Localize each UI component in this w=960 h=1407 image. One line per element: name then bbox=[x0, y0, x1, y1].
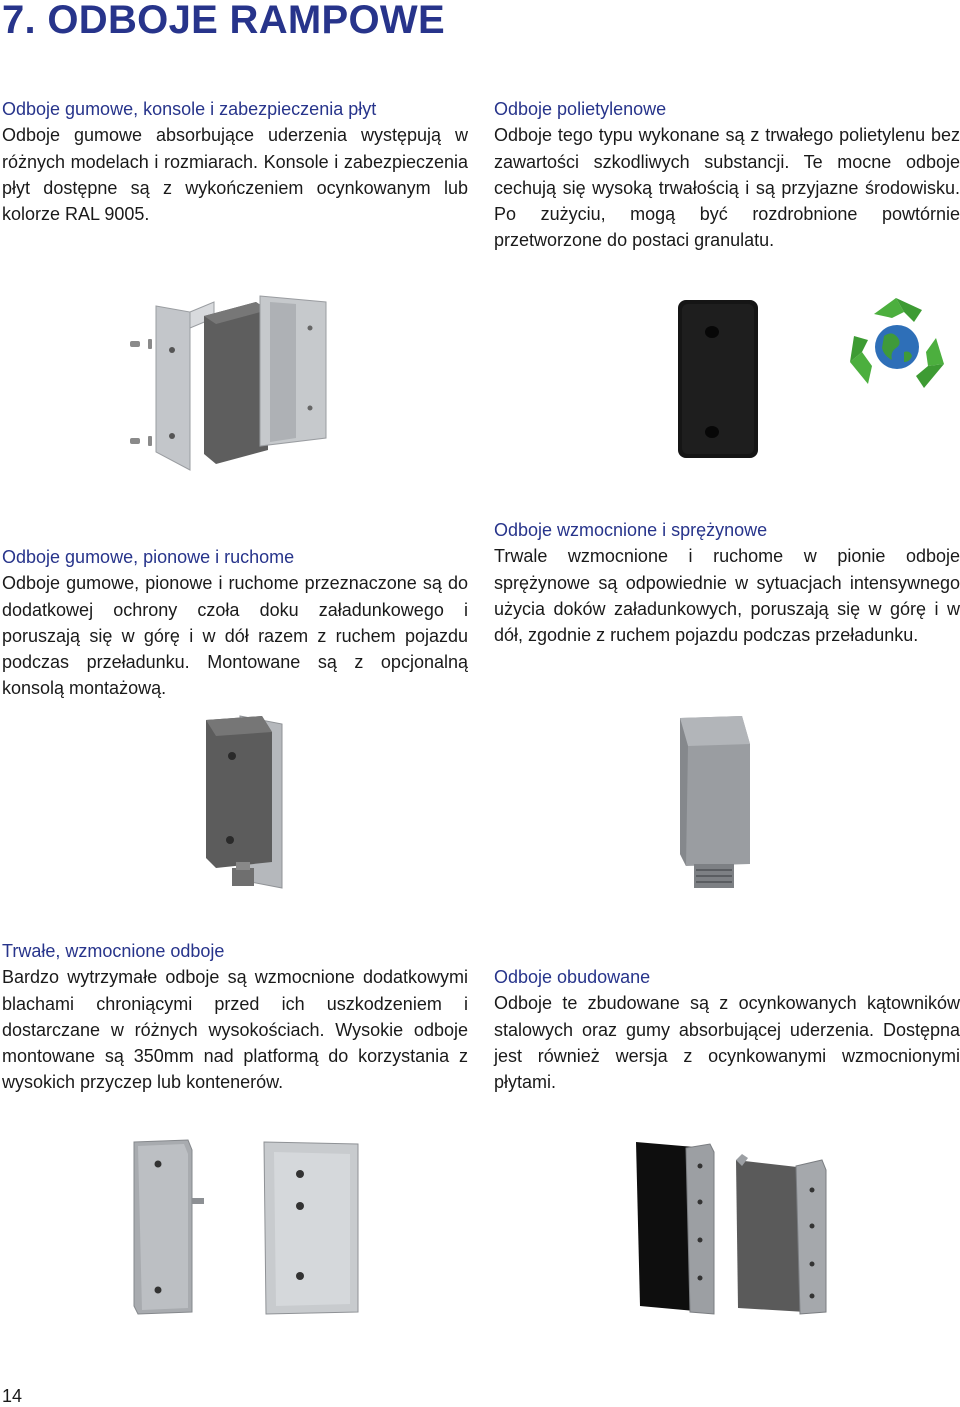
section-polyethylene-bumpers bbox=[494, 96, 960, 254]
recycle-icon bbox=[844, 292, 950, 398]
section-text: Odboje tego typu wykonane są z trwałego polietylenu bez zawartości szkodliwych substancji. Te mocne odboje cechują się wysoką trwałością i są przyjazne środowisku. Po zużyciu, mogą być rozdrobnione powtórnie przetworzone do postaci granulatu. bbox=[494, 125, 960, 251]
section-heading: Odboje gumowe, konsole i zabezpieczenia płyt bbox=[2, 99, 377, 119]
section-durable-reinforced-bumpers bbox=[2, 938, 468, 1096]
section-heading: Odboje gumowe, pionowe i ruchome bbox=[2, 547, 295, 567]
section-rubber-bumpers bbox=[2, 96, 468, 227]
section-heading: Trwałe, wzmocnione odboje bbox=[2, 941, 225, 961]
reinforced-bumpers-image bbox=[130, 1136, 362, 1318]
section-heading: Odboje polietylenowe bbox=[494, 99, 667, 119]
vertical-moving-bumper-image bbox=[200, 712, 290, 894]
section-text: Odboje gumowe absorbujące uderzenia występują w różnych modelach i rozmiarach. Konsole i zabezpieczenia płyt dostępne są z wykończeniem ocynkowanym lub kolorze RAL 9005. bbox=[2, 125, 468, 225]
section-text: Bardzo wytrzymałe odboje są wzmocnione dodatkowymi blachami chroniącymi przed ich uszkodzeniem i dostarczane w różnych wysokościach. Wysokie odboje montowane są 350mm nad platformą do korzystania z wysokich przyczep lub kontenerów. bbox=[2, 967, 468, 1093]
section-text: Odboje te zbudowane są z ocynkowanych kątowników stalowych oraz gumy absorbującej uderzenia. Dostępna jest również wersja z ocynkowanymi wzmocnionymi płytami. bbox=[494, 993, 960, 1093]
section-reinforced-spring-bumpers bbox=[494, 517, 960, 648]
section-housed-bumpers bbox=[494, 964, 960, 1095]
section-heading: Odboje obudowane bbox=[494, 967, 651, 987]
housed-bumpers-image bbox=[630, 1136, 830, 1318]
rubber-bumper-console-image bbox=[120, 288, 335, 473]
section-heading: Odboje wzmocnione i sprężynowe bbox=[494, 520, 768, 540]
polyethylene-bumper-image bbox=[676, 298, 760, 460]
page-title: 7. ODBOJE RAMPOWE bbox=[2, 0, 445, 42]
section-vertical-moving-bumpers bbox=[2, 544, 468, 702]
page-number: 14 bbox=[2, 1386, 23, 1406]
section-text: Odboje gumowe, pionowe i ruchome przeznaczone są do dodatkowej ochrony czoła doku załadunkowego i poruszają się w górę i w dół razem z ruchem pojazdu podczas przeładunku. Montowane są z opcjonalną konsolą montażową. bbox=[2, 573, 468, 699]
spring-bumper-image bbox=[672, 714, 756, 892]
section-text: Trwale wzmocnione i ruchome w pionie odboje sprężynowe są odpowiednie w sytuacjach intensywnego użycia doków załadunkowych, poruszają się w górę i w dół, zgodnie z ruchem pojazdu podczas przeładunku. bbox=[494, 546, 960, 646]
